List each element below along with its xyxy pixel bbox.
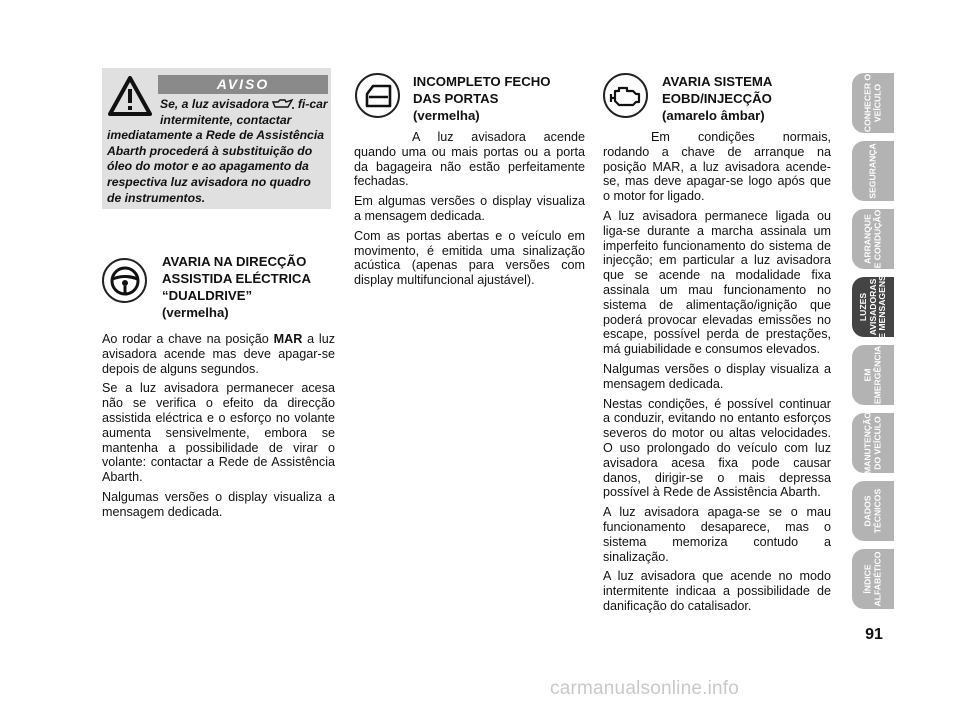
eobd-heading bbox=[662, 73, 837, 124]
tab-label: ÍNDICE ALFABÉTICO bbox=[862, 551, 882, 607]
direccao-paragraph bbox=[102, 332, 335, 376]
warning-text-rest: imediatamente a Rede de Assistência Abarth procederá à substituição do óleo do motor e ao apagamento da respectiva luz avisadora no quadro de instrumentos. bbox=[107, 128, 324, 205]
steering-wheel-icon bbox=[102, 258, 147, 303]
tab-label: CONHECER O VEÍCULO bbox=[862, 73, 882, 133]
portas-paragraph: A luz avisadora acende quando uma ou mais portas ou a porta da bagageira não estão perfeitamente fechadas. bbox=[354, 130, 585, 189]
direccao-paragraph: Nalgumas versões o display visualiza a mensagem dedicada. bbox=[102, 489, 335, 519]
warning-text-first: Se, a luz avisadora bbox=[160, 97, 270, 111]
tab-label: LUZES AVISADORAS E MENSAGENS bbox=[857, 275, 887, 339]
portas-heading-line: INCOMPLETO FECHO bbox=[413, 74, 551, 89]
eobd-heading-line: EOBD/INJECÇÃO bbox=[662, 91, 772, 106]
portas-body bbox=[354, 130, 585, 293]
text-run: a luz avisadora acende mas deve apagar-se depois de alguns segundos. bbox=[102, 332, 335, 376]
engine-check-icon bbox=[603, 73, 648, 118]
warning-title: AVISO bbox=[158, 75, 328, 94]
eobd-paragraph: Nestas condições, é possível continuar a conduzir, evitando no entanto esforços severos do motor ou altas velocidades. O uso prolongado do veículo com luz avisadora acesa fixa pode causar danos, dirigir-se o mais depressa possível à Rede de Assistência Abarth. bbox=[603, 396, 831, 500]
tab-label: DADOS TÉCNICOS bbox=[862, 488, 882, 534]
portas-paragraph: Em algumas versões o display visualiza a mensagem dedicada. bbox=[354, 194, 585, 223]
door-open-icon bbox=[355, 73, 400, 118]
direccao-heading-line: (vermelha) bbox=[162, 305, 229, 320]
tab-luzes-avisadoras[interactable] bbox=[852, 277, 894, 337]
direccao-heading-line: ASSISTIDA ELÉCTRICA bbox=[162, 271, 311, 286]
direccao-heading bbox=[162, 253, 337, 321]
direccao-paragraph: Se a luz avisadora permanecer acesa não se verifica o efeito da direcção assistida eléctrica e o esforço no volante aumenta sensivelmente, embora se mantenha a possibilidade de virar o volante: contactar a Rede de Assistência Abarth. bbox=[102, 381, 335, 485]
portas-heading bbox=[413, 73, 583, 124]
eobd-paragraph: Nalgumas versões o display visualiza a mensagem dedicada. bbox=[603, 361, 831, 391]
tab-arranque-e-conducao[interactable] bbox=[852, 209, 894, 269]
tab-label: ARRANQUE E CONDUÇÃO bbox=[862, 209, 882, 269]
direccao-heading-line: AVARIA NA DIRECÇÃO bbox=[162, 254, 307, 269]
tab-conhecer-o-veiculo[interactable] bbox=[852, 73, 894, 133]
warning-text bbox=[107, 97, 328, 206]
portas-paragraph: Com as portas abertas e o veículo em movimento, é emitida uma sinalização acústica (apenas para versões com display multifuncional ajustável). bbox=[354, 228, 585, 288]
tab-em-emergencia[interactable] bbox=[852, 345, 894, 405]
tab-label: SEGURANÇA bbox=[867, 143, 878, 199]
eobd-heading-line: AVARIA SISTEMA bbox=[662, 74, 773, 89]
tab-manutencao-do-veiculo[interactable] bbox=[852, 413, 894, 473]
eobd-paragraph: A luz avisadora apaga-se se o mau funcionamento desaparece, mas o sistema memoriza contudo a sinalização. bbox=[603, 505, 831, 564]
tab-label: MANUTENÇÃO DO VEÍCULO bbox=[862, 411, 882, 475]
direccao-heading-line: “DUALDRIVE” bbox=[162, 288, 253, 303]
tab-label: EM EMERGÊNCIA bbox=[862, 345, 882, 405]
warning-text-first-after: fi-car intermitente, contactar bbox=[160, 97, 328, 127]
portas-heading-line: (vermelha) bbox=[413, 108, 480, 123]
tab-seguranca[interactable] bbox=[852, 141, 894, 201]
eobd-paragraph: A luz avisadora que acende no modo intermitente indicaa a possibilidade de danificação do catalisador. bbox=[603, 569, 831, 613]
key-position-label: MAR bbox=[273, 332, 303, 346]
tab-dados-tecnicos[interactable] bbox=[852, 481, 894, 541]
eobd-heading-line: (amarelo âmbar) bbox=[662, 108, 765, 123]
portas-heading-line: DAS PORTAS bbox=[413, 91, 499, 106]
text-run: Ao rodar a chave na posição bbox=[102, 332, 274, 346]
oil-can-icon bbox=[272, 99, 294, 110]
page-number: 91 bbox=[865, 626, 883, 643]
eobd-paragraph: A luz avisadora permanece ligada ou liga-se durante a marcha assinala um imperfeito funcionamento do sistema de injecção; em particular a luz avisadora que se acende na modalidade fixa assinala um mau funcionamento no sistema de alimentação/ignição que poderá provocar elevadas emissões no escape, possível perda de prestações, má guiabilidade e consumos elevados. bbox=[603, 208, 831, 357]
watermark: carmanualsonline.info bbox=[550, 678, 740, 699]
eobd-body bbox=[603, 130, 831, 619]
tab-indice-alfabetico[interactable] bbox=[852, 549, 894, 609]
eobd-paragraph: Em condições normais, rodando a chave de arranque na posição MAR, a luz avisadora acende-se, mas deve apagar-se logo após que o motor for ligado. bbox=[603, 130, 831, 204]
direccao-body bbox=[102, 332, 335, 525]
